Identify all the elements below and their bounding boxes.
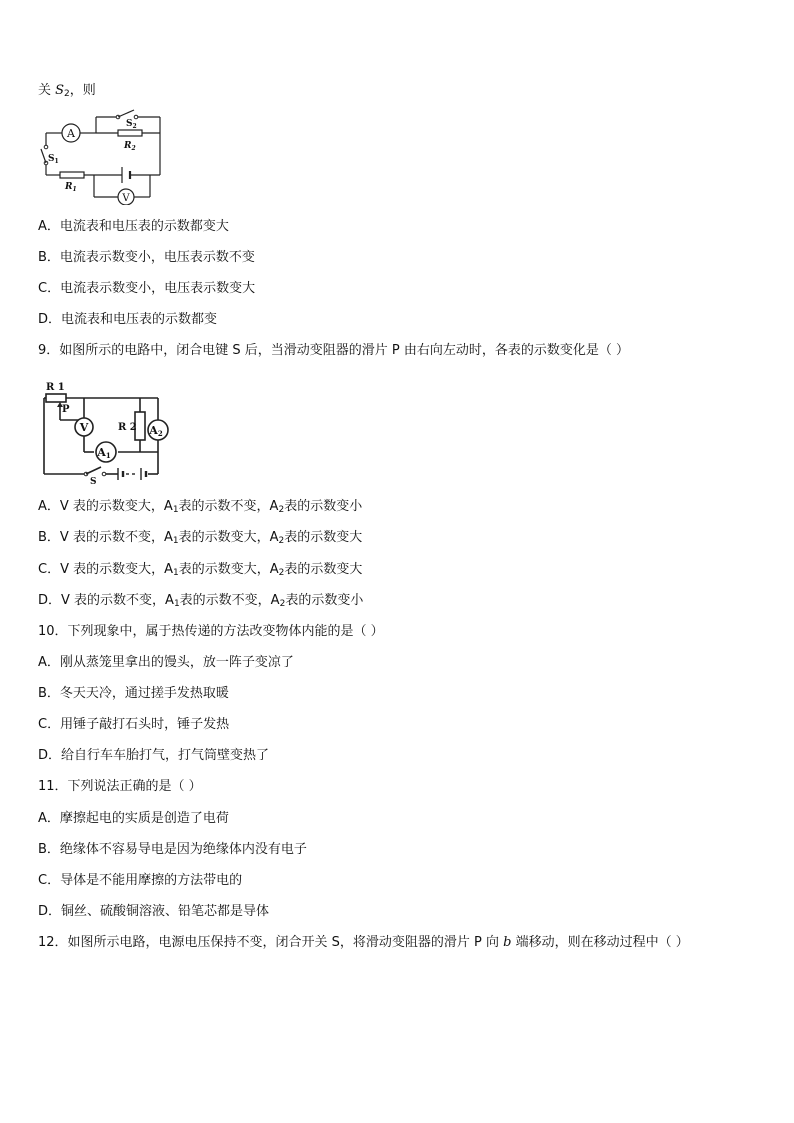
- q9-circuit-figure: [38, 378, 178, 490]
- q11-stem: 11．下列说法正确的是（ ）: [38, 779, 202, 794]
- r2-label: R 2: [118, 422, 137, 433]
- r1-label: $R_1$: [65, 182, 77, 193]
- s-blade: [86, 467, 101, 474]
- q10-option-a: A．刚从蒸笼里拿出的馒头，放一阵子变凉了: [38, 655, 294, 670]
- q9-circuit-diagram: [38, 378, 178, 486]
- s1-label: $S_1$: [48, 154, 59, 165]
- s2-contact-right: [134, 115, 138, 119]
- r2-resistor: [118, 130, 142, 136]
- q8-voltmeter-label: V: [122, 193, 130, 204]
- a2-label: A2: [149, 424, 163, 438]
- q11-option-c: C．导体是不能用摩擦的方法带电的: [38, 873, 243, 888]
- q10-option-b: B．冬天天冷，通过搓手发热取暖: [38, 686, 229, 701]
- q12-stem: 12．如图所示电路，电源电压保持不变，闭合开关 S，将滑动变阻器的滑片 P 向 b 端移动，则在移动过程中（ ）: [38, 935, 689, 950]
- q11-option-b: B．绝缘体不容易导电是因为绝缘体内没有电子: [38, 842, 307, 857]
- q8-option-a: A．电流表和电压表的示数都变大: [38, 219, 229, 234]
- q11-option-d: D．铜丝、硫酸铜溶液、铅笔芯都是导体: [38, 904, 270, 919]
- q8-circuit-diagram: [38, 105, 168, 205]
- q8-option-b: B．电流表示数变小，电压表示数不变: [38, 250, 255, 265]
- s-label: S: [90, 477, 97, 486]
- a1-label: A1: [97, 446, 111, 460]
- q10-option-d: D．给自行车车胎打气，打气筒壁变热了: [38, 748, 270, 763]
- q8-option-c: C．电流表示数变小，电压表示数变大: [38, 281, 256, 296]
- q8-intro: 关 $S_2$，则: [38, 83, 96, 99]
- s2-blade: [118, 110, 134, 117]
- p-label: P: [62, 404, 70, 415]
- q9-voltmeter-label: V: [79, 421, 89, 434]
- q11-option-a: A．摩擦起电的实质是创造了电荷: [38, 811, 229, 826]
- q9-stem: 9．如图所示的电路中，闭合电键 S 后，当滑动变阻器的滑片 P 由右向左动时，各表的示数变化是（ ）: [38, 343, 630, 358]
- r1-label: R 1: [46, 382, 65, 393]
- q8-ammeter-label: A: [67, 127, 75, 140]
- q9-option-c: C．V 表的示数变大，$A_1$表的示数变大，$A_2$表的示数变大: [38, 562, 363, 578]
- r1-resistor: [60, 172, 84, 178]
- q8-option-d: D．电流表和电压表的示数都变: [38, 312, 218, 327]
- s-contact-right: [102, 472, 106, 476]
- r1-rheostat: [46, 394, 66, 402]
- q9-option-a: A．V 表的示数变大，$A_1$表的示数不变，$A_2$表的示数变小: [38, 499, 363, 515]
- r2-label: $R_2$: [124, 141, 136, 152]
- q8-circuit-figure: [38, 105, 168, 209]
- q9-option-d: D．V 表的示数不变，$A_1$表的示数不变，$A_2$表的示数变小: [38, 593, 364, 609]
- q9-option-b: B．V 表的示数不变，$A_1$表的示数变大，$A_2$表的示数变大: [38, 530, 363, 546]
- s1-blade: [41, 149, 46, 163]
- s1-contact-top: [44, 145, 48, 149]
- q10-stem: 10．下列现象中，属于热传递的方法改变物体内能的是（ ）: [38, 624, 384, 639]
- q10-option-c: C．用锤子敲打石头时，锤子发热: [38, 717, 230, 732]
- s2-label: $S_2$: [126, 119, 137, 130]
